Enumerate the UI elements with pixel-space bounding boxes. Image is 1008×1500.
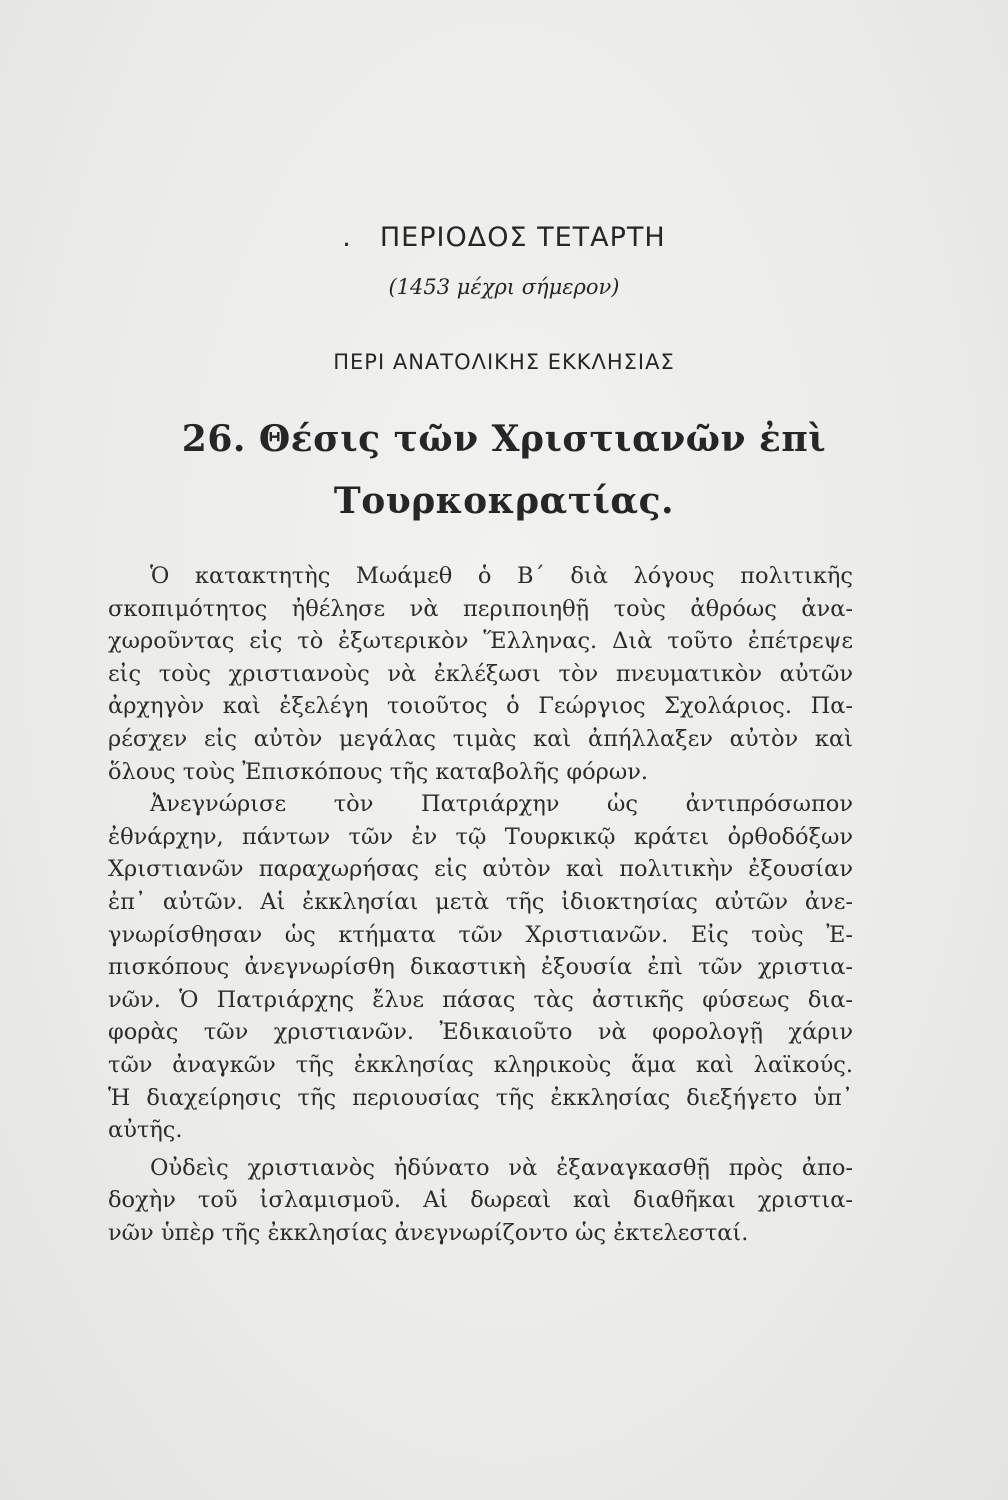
text-line: δοχὴν τοῦ ἰσλαμισμοῦ. Αἱ δωρεαὶ καὶ διαθῆκαι χριστια-: [108, 1187, 853, 1214]
text-line: πισκόπους ἀνεγνωρίσθη δικαστικὴ ἐξουσία ἐπὶ τῶν χριστια-: [108, 954, 853, 981]
period-dates: (1453 μέχρι σήμερον): [388, 275, 620, 299]
stray-dot: .: [342, 222, 352, 253]
text-line: ἀρχηγὸν καὶ ἐξελέγη τοιοῦτος ὁ Γεώργιος Σχολάριος. Πα-: [108, 693, 853, 720]
period-heading: [0, 222, 1008, 253]
text-line: ἐπ᾽ αὐτῶν. Αἱ ἐκκλησίαι μετὰ τῆς ἰδιοκτησίας αὐτῶν ἀνε-: [108, 888, 853, 915]
text-line: χωροῦντας εἰς τὸ ἐξωτερικὸν Ἕλληνας. Διὰ τοῦτο ἐπέτρεψε: [108, 628, 853, 655]
text-line: Ἡ διαχείρησις τῆς περιουσίας τῆς ἐκκλησίας διεξήγετο ὑπ᾽: [108, 1084, 853, 1111]
text-line: ὅλους τοὺς Ἐπισκόπους τῆς καταβολῆς φόρων.: [108, 758, 649, 785]
text-line: τῶν ἀναγκῶν τῆς ἐκκλησίας κληρικοὺς ἅμα καὶ λαϊκούς.: [108, 1051, 853, 1078]
text-line: φορὰς τῶν χριστιανῶν. Ἐδικαιοῦτο νὰ φορολογῇ χάριν: [108, 1019, 853, 1046]
text-line: ἐθνάρχην, πάντων τῶν ἐν τῷ Τουρκικῷ κράτει ὀρθοδόξων: [108, 823, 853, 850]
chapter-title-line-2: Τουρκοκρατίας.: [333, 480, 675, 522]
paragraph-1: [108, 560, 853, 788]
paragraph-3: [108, 1152, 853, 1250]
text-line: αὐτῆς.: [108, 1117, 183, 1144]
period-heading-text: ΠΕΡΙΟΔΟΣ ΤΕΤΑΡΤΗ: [379, 222, 666, 253]
text-line: γνωρίσθησαν ὡς κτήματα τῶν Χριστιανῶν. Εἰς τοὺς Ἐ-: [108, 921, 853, 948]
chapter-title: [0, 408, 1008, 532]
section-heading: ΠΕΡΙ ΑΝΑΤΟΛΙΚΗΣ ΕΚΚΛΗΣΙΑΣ: [333, 350, 675, 374]
text-line: Οὐδεὶς χριστιανὸς ἠδύνατο νὰ ἐξαναγκασθῇ πρὸς ἀπο-: [150, 1154, 853, 1181]
text-line: Χριστιανῶν παραχωρήσας εἰς αὐτὸν καὶ πολιτικὴν ἐξουσίαν: [108, 856, 853, 883]
text-line: ρέσχεν εἰς αὐτὸν μεγάλας τιμὰς καὶ ἀπήλλαξεν αὐτὸν καὶ: [108, 725, 853, 752]
paragraph-2: [108, 788, 853, 1147]
text-line: νῶν. Ὁ Πατριάρχης ἔλυε πάσας τὰς ἀστικῆς φύσεως δια-: [108, 986, 853, 1013]
text-line: σκοπιμότητος ἠθέλησε νὰ περιποιηθῇ τοὺς ἀθρόως ἀνα-: [108, 595, 853, 622]
text-line: Ἀνεγνώρισε τὸν Πατριάρχην ὡς ἀντιπρόσωπον: [150, 791, 853, 818]
text-line: Ὁ κατακτητὴς Μωάμεθ ὁ Β΄ διὰ λόγους πολιτικῆς: [150, 563, 853, 589]
text-line: νῶν ὑπὲρ τῆς ἐκκλησίας ἀνεγνωρίζοντο ὡς ἐκτελεσταί.: [108, 1219, 749, 1246]
body-text: [108, 560, 853, 1249]
chapter-title-line-1: 26. Θέσις τῶν Χριστιανῶν ἐπὶ: [181, 418, 827, 460]
text-line: εἰς τοὺς χριστιανοὺς νὰ ἐκλέξωσι τὸν πνευματικὸν αὐτῶν: [108, 660, 853, 687]
